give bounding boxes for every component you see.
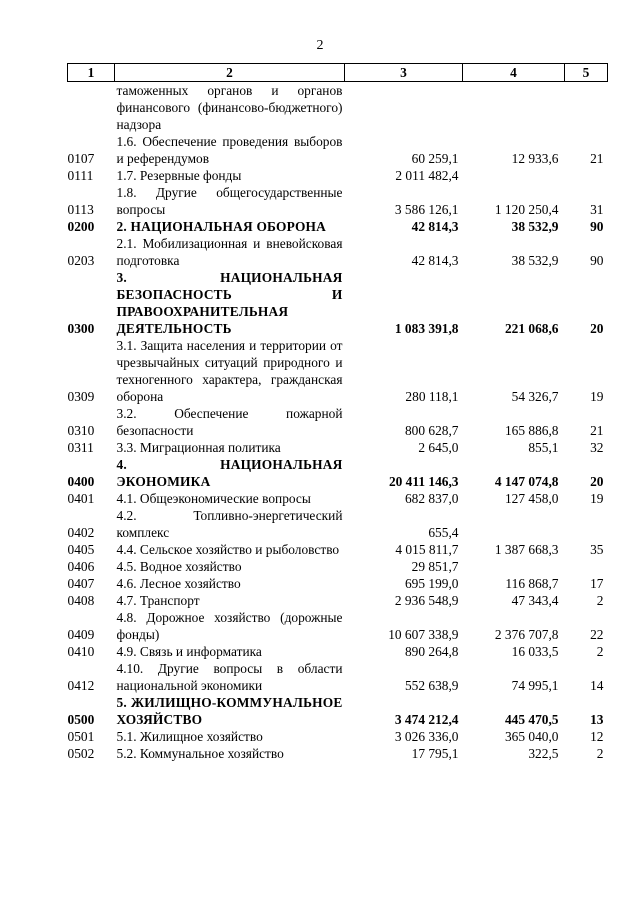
column-header-description: 2: [115, 64, 345, 82]
row-percent: [565, 507, 608, 541]
row-executed-value: [463, 82, 565, 134]
row-executed-value: 38 532,9: [511, 219, 559, 234]
row-percent: 17: [590, 576, 604, 591]
row-code: 0300: [67, 321, 95, 336]
row-description: 3.3. Миграционная политика: [116, 440, 281, 455]
row-approved-value: 1 083 391,8: [394, 321, 459, 336]
table-row: [68, 439, 608, 456]
row-percent: 22: [590, 627, 604, 642]
table-header-row: [68, 64, 608, 82]
column-header-approved: 3: [345, 64, 463, 82]
row-approved-value: 655,4: [428, 525, 459, 540]
row-executed-value: 165 886,8: [504, 423, 559, 438]
table-row: [68, 575, 608, 592]
row-executed-value: 116 868,7: [505, 576, 559, 591]
row-executed-value: 38 532,9: [511, 253, 559, 268]
row-executed-value: [463, 507, 565, 541]
row-approved-value: 682 837,0: [404, 491, 459, 506]
row-executed-value: 221 068,6: [504, 321, 559, 336]
table-row: [68, 167, 608, 184]
row-approved-value: 3 026 336,0: [394, 729, 459, 744]
row-executed-value: 1 387 668,3: [494, 542, 559, 557]
row-executed-value: 12 933,6: [511, 151, 559, 166]
page-number: 2: [316, 38, 324, 53]
row-code: 0408: [67, 593, 95, 608]
row-percent: 19: [590, 491, 604, 506]
row-description: 1.8. Другие общегосударственные вопросы: [116, 185, 343, 217]
row-description: 4.7. Транспорт: [116, 593, 200, 608]
row-approved-value: [345, 82, 463, 134]
table-row: [68, 660, 608, 694]
row-executed-value: [463, 167, 565, 184]
row-percent: 13: [590, 712, 604, 727]
row-code: 0203: [67, 253, 95, 268]
row-executed-value: 127 458,0: [504, 491, 559, 506]
row-percent: 32: [590, 440, 604, 455]
row-executed-value: 855,1: [528, 440, 559, 455]
row-approved-value: 10 607 338,9: [388, 627, 459, 642]
row-description: 1.6. Обеспечение проведения выборов и референдумов: [116, 134, 343, 166]
row-percent: [565, 167, 608, 184]
row-description: таможенных органов и органов финансового (финансово-бюджетного) надзора: [116, 83, 343, 132]
row-description: 4.10. Другие вопросы в области национальной экономики: [116, 661, 343, 693]
row-description: 3.1. Защита населения и территории от чрезвычайных ситуаций природного и техногенного характера, гражданская оборона: [116, 338, 343, 404]
row-description: 4.9. Связь и информатика: [116, 644, 262, 659]
row-description: 2.1. Мобилизационная и вневойсковая подготовка: [116, 236, 343, 268]
row-code: [68, 82, 115, 134]
row-approved-value: 3 474 212,4: [394, 712, 459, 727]
table-body: [68, 82, 608, 763]
row-code: 0401: [67, 491, 95, 506]
row-approved-value: 2 645,0: [418, 440, 459, 455]
row-approved-value: 2 936 548,9: [394, 593, 459, 608]
row-description: 2. НАЦИОНАЛЬНАЯ ОБОРОНА: [116, 219, 327, 234]
row-description: 1.7. Резервные фонды: [116, 168, 242, 183]
row-percent: 2: [596, 593, 604, 608]
table-row: [68, 133, 608, 167]
row-code: 0412: [67, 678, 95, 693]
table-row: [68, 558, 608, 575]
row-executed-value: 322,5: [528, 746, 559, 761]
row-executed-value: 445 470,5: [504, 712, 559, 727]
row-approved-value: 17 795,1: [411, 746, 459, 761]
row-code: 0409: [67, 627, 95, 642]
row-percent: 35: [590, 542, 604, 557]
row-approved-value: 20 411 146,3: [388, 474, 459, 489]
row-code: 0500: [67, 712, 95, 727]
row-description: 3. НАЦИОНАЛЬНАЯ БЕЗОПАСНОСТЬ И ПРАВООХРАНИТЕЛЬНАЯ ДЕЯТЕЛЬНОСТЬ: [116, 270, 343, 336]
table-row: [68, 728, 608, 745]
row-code: 0111: [67, 168, 94, 183]
row-description: 4.2. Топливно-энергетический комплекс: [116, 508, 343, 540]
column-header-percent: 5: [565, 64, 608, 82]
table-row: [68, 82, 608, 134]
table-row: [68, 541, 608, 558]
row-description: 4.4. Сельское хозяйство и рыболовство: [116, 542, 340, 557]
row-executed-value: 2 376 707,8: [494, 627, 559, 642]
row-code: 0400: [67, 474, 95, 489]
row-executed-value: 1 120 250,4: [494, 202, 559, 217]
row-percent: 90: [590, 253, 604, 268]
table-row: [68, 592, 608, 609]
row-code: 0405: [67, 542, 95, 557]
row-code: 0107: [67, 151, 95, 166]
table-row: [68, 609, 608, 643]
row-approved-value: 60 259,1: [411, 151, 459, 166]
row-approved-value: 280 118,1: [405, 389, 459, 404]
row-approved-value: 890 264,8: [404, 644, 459, 659]
table-section-row: [68, 694, 608, 728]
row-executed-value: 74 995,1: [511, 678, 559, 693]
row-approved-value: 42 814,3: [411, 219, 459, 234]
row-executed-value: 4 147 074,8: [494, 474, 559, 489]
row-code: 0311: [67, 440, 94, 455]
row-approved-value: 552 638,9: [404, 678, 459, 693]
row-percent: 14: [590, 678, 604, 693]
row-description: 5. ЖИЛИЩНО-КОММУНАЛЬНОЕ ХОЗЯЙСТВО: [116, 695, 343, 727]
row-approved-value: 29 851,7: [411, 559, 459, 574]
table-row: [68, 507, 608, 541]
row-percent: 21: [590, 423, 604, 438]
table-section-row: [68, 269, 608, 337]
row-code: 0309: [67, 389, 95, 404]
row-description: 5.2. Коммунальное хозяйство: [116, 746, 284, 761]
table-row: [68, 643, 608, 660]
row-code: 0501: [67, 729, 95, 744]
row-percent: 2: [596, 746, 604, 761]
row-approved-value: 695 199,0: [404, 576, 459, 591]
row-approved-value: 42 814,3: [411, 253, 459, 268]
row-percent: 90: [590, 219, 604, 234]
table-section-row: [68, 218, 608, 235]
row-description: 5.1. Жилищное хозяйство: [116, 729, 263, 744]
row-percent: 31: [590, 202, 604, 217]
row-percent: 19: [590, 389, 604, 404]
row-description: 4. НАЦИОНАЛЬНАЯ ЭКОНОМИКА: [116, 457, 343, 489]
row-description: 4.6. Лесное хозяйство: [116, 576, 241, 591]
column-header-executed: 4: [463, 64, 565, 82]
row-executed-value: 16 033,5: [511, 644, 559, 659]
table-row: [68, 184, 608, 218]
table-row: [68, 405, 608, 439]
table-row: [68, 337, 608, 405]
table-row: [68, 490, 608, 507]
table-row: [68, 745, 608, 762]
row-code: 0406: [67, 559, 95, 574]
row-code: 0502: [67, 746, 95, 761]
row-percent: 2: [596, 644, 604, 659]
row-approved-value: 800 628,7: [404, 423, 459, 438]
row-percent: 20: [590, 474, 604, 489]
row-percent: 21: [590, 151, 604, 166]
row-description: 3.2. Обеспечение пожарной безопасности: [116, 406, 343, 438]
row-executed-value: 54 326,7: [511, 389, 559, 404]
row-code: 0410: [67, 644, 95, 659]
table-section-row: [68, 456, 608, 490]
row-percent: 20: [590, 321, 604, 336]
budget-table: [67, 63, 608, 762]
row-executed-value: [463, 558, 565, 575]
row-percent: [565, 558, 608, 575]
row-code: 0113: [67, 202, 94, 217]
row-description: 4.1. Общеэкономические вопросы: [116, 491, 311, 506]
row-approved-value: 4 015 811,7: [395, 542, 459, 557]
row-code: 0200: [67, 219, 95, 234]
row-approved-value: 3 586 126,1: [394, 202, 459, 217]
row-description: 4.8. Дорожное хозяйство (дорожные фонды): [116, 610, 343, 642]
row-executed-value: 365 040,0: [504, 729, 559, 744]
row-percent: 12: [590, 729, 604, 744]
row-approved-value: 2 011 482,4: [395, 168, 459, 183]
row-code: 0407: [67, 576, 95, 591]
row-percent: [565, 82, 608, 134]
table-row: [68, 235, 608, 269]
row-executed-value: 47 343,4: [511, 593, 559, 608]
row-description: 4.5. Водное хозяйство: [116, 559, 242, 574]
row-code: 0310: [67, 423, 95, 438]
row-code: 0402: [67, 525, 95, 540]
column-header-code: 1: [68, 64, 115, 82]
